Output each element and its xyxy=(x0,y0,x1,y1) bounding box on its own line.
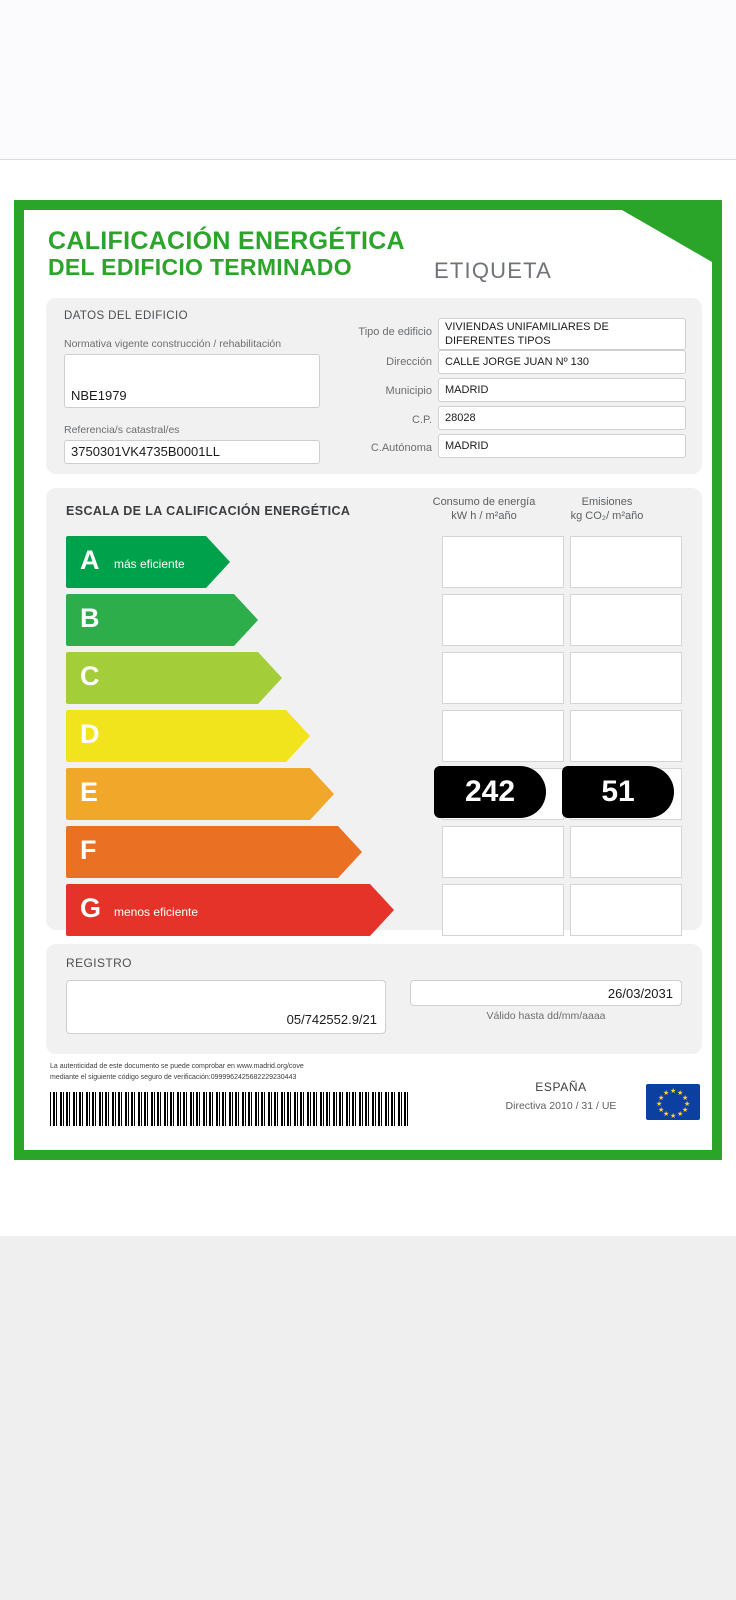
authenticity-line-1: La autenticidad de este documento se puede comprobar en www.madrid.org/cove xyxy=(50,1063,304,1070)
title-badge: ETIQUETA xyxy=(434,258,552,283)
cp-field[interactable] xyxy=(438,406,686,430)
energy-certificate xyxy=(14,200,722,1160)
scale-row-b xyxy=(66,594,682,646)
building-data-label: DATOS DEL EDIFICIO xyxy=(64,310,188,322)
valid-until-value: 26/03/2031 xyxy=(607,986,673,1001)
directive-label: Directiva 2010 / 31 / UE xyxy=(505,1100,617,1112)
registry-label: REGISTRO xyxy=(66,956,132,970)
energy-scale-panel xyxy=(46,488,702,930)
band-letter-f: F xyxy=(80,835,97,865)
energy-cell-d xyxy=(442,710,564,762)
energy-cell-g xyxy=(442,884,564,936)
emissions-value-tag: 51 xyxy=(562,766,674,818)
band-letter-e: E xyxy=(80,777,99,807)
scale-row-e xyxy=(66,768,682,820)
energy-column-header xyxy=(424,496,544,524)
emissions-cell-f xyxy=(570,826,682,878)
normativa-value: NBE1979 xyxy=(71,387,127,403)
autonoma-label: C.Autónoma xyxy=(370,442,432,454)
scale-rows xyxy=(66,536,682,942)
referencia-label: Referencia/s catastral/es xyxy=(64,424,180,436)
energy-column-header-line2: kW h / m²año xyxy=(451,509,517,522)
band-letter-g: G xyxy=(80,893,102,923)
emissions-cell-a xyxy=(570,536,682,588)
tipo-edificio-value: VIVIENDAS UNIFAMILIARES DE DIFERENTES TIPOS xyxy=(445,321,609,347)
valid-until-field[interactable] xyxy=(410,980,682,1006)
direccion-value: CALLE JORGE JUAN Nº 130 xyxy=(445,356,590,369)
band-letter-b: B xyxy=(80,603,100,633)
scale-row-c xyxy=(66,652,682,704)
energy-cell-b xyxy=(442,594,564,646)
browser-top-band xyxy=(0,0,736,160)
energy-cell-f xyxy=(442,826,564,878)
cp-label: C.P. xyxy=(412,414,432,426)
registry-panel xyxy=(46,944,702,1054)
tipo-edificio-field[interactable] xyxy=(438,318,686,350)
emissions-cell-g xyxy=(570,884,682,936)
authenticity-line-2: mediante el siguiente código seguro de verificación:0999962425682229230443 xyxy=(50,1073,297,1081)
band-letter-c: C xyxy=(80,661,100,691)
least-efficient-text: menos eficiente xyxy=(114,905,199,919)
emissions-cell-b xyxy=(570,594,682,646)
municipio-label: Municipio xyxy=(385,385,432,397)
corner-accent xyxy=(622,210,712,262)
scale-row-a xyxy=(66,536,682,588)
energy-cell-a xyxy=(442,536,564,588)
scale-row-g xyxy=(66,884,682,936)
emissions-cell-d xyxy=(570,710,682,762)
cp-value: 28028 xyxy=(445,412,476,425)
certificate-body xyxy=(24,210,712,1150)
autonoma-field[interactable] xyxy=(438,434,686,458)
country-label: ESPAÑA xyxy=(535,1080,587,1094)
band-letter-d: D xyxy=(80,719,100,749)
scale-row-d xyxy=(66,710,682,762)
normativa-label: Normativa vigente construcción / rehabilitación xyxy=(64,338,282,350)
emissions-column-header xyxy=(552,496,662,524)
referencia-field[interactable] xyxy=(64,440,320,464)
energy-cell-c xyxy=(442,652,564,704)
certificate-footer xyxy=(46,1062,702,1138)
registry-number-field[interactable] xyxy=(66,980,386,1034)
tipo-edificio-label: Tipo de edificio xyxy=(358,326,432,338)
authenticity-text xyxy=(50,1062,380,1083)
title-line-2: DEL EDIFICIO TERMINADO xyxy=(48,254,352,281)
scale-row-f xyxy=(66,826,682,878)
barcode xyxy=(50,1092,410,1126)
emissions-cell-c xyxy=(570,652,682,704)
registry-number-value: 05/742552.9/21 xyxy=(286,1012,377,1027)
direccion-label: Dirección xyxy=(386,356,432,368)
municipio-field[interactable] xyxy=(438,378,686,402)
direccion-field[interactable] xyxy=(438,350,686,374)
valid-until-label: Válido hasta dd/mm/aaaa xyxy=(486,1010,606,1022)
band-letter-a: A xyxy=(80,545,100,575)
energy-column-header-line1: Consumo de energía xyxy=(432,496,536,508)
normativa-field[interactable] xyxy=(64,354,320,408)
energy-value-tag: 242 xyxy=(434,766,546,818)
scale-title: ESCALA DE LA CALIFICACIÓN ENERGÉTICA xyxy=(66,504,351,518)
emissions-column-header-line2: kg CO₂/ m²año xyxy=(570,509,644,522)
most-efficient-text: más eficiente xyxy=(114,557,185,571)
referencia-value: 3750301VK4735B0001LL xyxy=(71,443,220,459)
autonoma-value: MADRID xyxy=(445,440,489,453)
emissions-column-header-line1: Emisiones xyxy=(581,496,633,508)
certificate-title xyxy=(48,228,405,281)
eu-flag-icon: ★ ★ ★ ★ ★ ★ ★ ★ ★ ★ ★ ★ xyxy=(646,1084,700,1120)
page-bottom-band xyxy=(0,1236,736,1600)
municipio-value: MADRID xyxy=(445,384,489,397)
title-line-1: CALIFICACIÓN ENERGÉTICA xyxy=(48,227,405,255)
building-data-panel xyxy=(46,298,702,474)
